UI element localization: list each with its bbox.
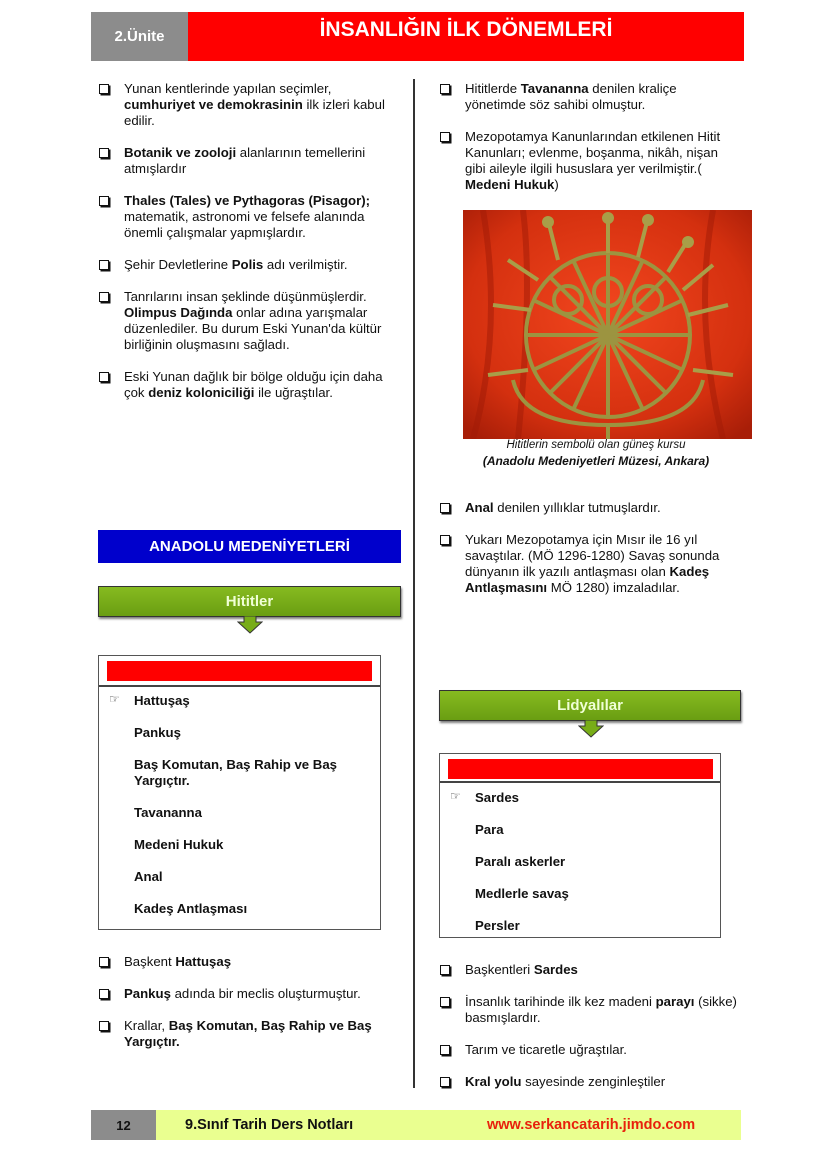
bullet-item: Yukarı Mezopotamya için Mısır ile 16 yıl savaştılar. (MÖ 1296-1280) Savaş sonunda dünyanın ilk yazılı antlaşması olan Kadeş Antlaşmasını MÖ 1280) imzaladılar. — [440, 532, 740, 596]
answer-item: Para — [475, 822, 504, 837]
bullet-item: Tarım ve ticaretle uğraştılar. — [440, 1042, 740, 1058]
checkbox-square-icon — [440, 503, 450, 513]
checkbox-square-icon — [99, 148, 109, 158]
answer-item: Medlerle savaş — [475, 886, 569, 901]
bullet-item: İnsanlık tarihinde ilk kez madeni parayı (sikke) basmışlardır. — [440, 994, 740, 1026]
answer-item: Sardes — [475, 790, 519, 805]
checkbox-square-icon — [440, 535, 450, 545]
bullet-item: Hititlerde Tavananna denilen kraliçe yönetimde söz sahibi olmuştur. — [440, 81, 740, 113]
checkbox-square-icon — [440, 997, 450, 1007]
bullet-item: Pankuş adında bir meclis oluşturmuştur. — [99, 986, 399, 1002]
bullet-item: Krallar, Baş Komutan, Baş Rahip ve Baş Yargıçtır. — [99, 1018, 399, 1050]
answer-item: Paralı askerler — [475, 854, 566, 869]
answer-box-separator — [99, 685, 380, 687]
bullet-item: Anal denilen yıllıklar tutmuşlardır. — [440, 500, 740, 516]
bullet-item: Yunan kentlerinde yapılan seçimler, cumhuriyet ve demokrasinin ilk izleri kabul edilir. — [99, 81, 399, 129]
answer-box-separator — [440, 781, 720, 783]
bullet-item: Kral yolu sayesinde zenginleştiler — [440, 1074, 740, 1090]
section-banner-anatolian-civilizations: ANADOLU MEDENİYETLERİ — [98, 530, 401, 563]
answer-item: Tavananna — [134, 805, 202, 820]
bullet-item: Eski Yunan dağlık bir bölge olduğu için daha çok deniz koloniciliği ile uğraştılar. — [99, 369, 399, 401]
checkbox-square-icon — [440, 1045, 450, 1055]
page-number: 12 — [91, 1110, 156, 1140]
bullet-item: Başkentleri Sardes — [440, 962, 740, 978]
image-caption-line2: (Anadolu Medeniyetleri Müzesi, Ankara) — [482, 454, 710, 468]
answer-item: Baş Komutan, Baş Rahip ve Baş Yargıçtır. — [134, 757, 338, 788]
pointing-hand-icon: ☞ — [450, 789, 461, 803]
footer-title: 9.Sınıf Tarih Ders Notları — [185, 1117, 354, 1133]
checkbox-square-icon — [99, 372, 109, 382]
unit-label: 2.Ünite — [91, 12, 188, 61]
answer-item: Anal — [134, 869, 163, 884]
bullet-item: Mezopotamya Kanunlarından etkilenen Hitit Kanunları; evlenme, boşanma, nikâh, nişan gibi aileyle ilgili hususlara yer verilmiştir.( Medeni Hukuk) — [440, 129, 740, 193]
checkbox-square-icon — [440, 84, 450, 94]
down-arrow-icon — [237, 616, 263, 634]
image-caption-line1: Hititlerin sembolü olan güneş kursu — [506, 439, 686, 451]
page-title: İNSANLIĞIN İLK DÖNEMLERİ — [188, 12, 744, 61]
sun-disk-image — [463, 210, 752, 439]
checkbox-square-icon — [440, 132, 450, 142]
checkbox-square-icon — [99, 989, 109, 999]
checkbox-square-icon — [99, 196, 109, 206]
bullet-item: Botanik ve zooloji alanlarının temellerini atmışlardır — [99, 145, 399, 177]
answer-item: Pankuş — [134, 725, 181, 740]
checkbox-square-icon — [440, 1077, 450, 1087]
lydians-answer-box — [439, 753, 721, 938]
column-divider — [413, 79, 415, 1088]
checkbox-square-icon — [99, 957, 109, 967]
answer-item: Kadeş Antlaşması — [134, 901, 248, 916]
lydians-banner: Lidyalılar — [439, 690, 741, 721]
checkbox-square-icon — [99, 292, 109, 302]
answer-item: Hattuşaş — [134, 693, 190, 708]
answer-key-redbar — [107, 661, 372, 681]
checkbox-square-icon — [440, 965, 450, 975]
answer-key-redbar — [448, 759, 713, 779]
bullet-item: Başkent Hattuşaş — [99, 954, 399, 970]
answer-item: Persler — [475, 918, 520, 933]
pointing-hand-icon: ☞ — [109, 692, 120, 706]
down-arrow-icon — [578, 720, 604, 738]
bullet-item: Tanrılarını insan şeklinde düşünmüşlerdir. Olimpus Dağında onlar adına yarışmalar düzenlediler. Bu durum Eski Yunan'da kültür birliğinin oluşmasını sağladı. — [99, 289, 399, 353]
checkbox-square-icon — [99, 260, 109, 270]
checkbox-square-icon — [99, 1021, 109, 1031]
hittites-banner: Hititler — [98, 586, 401, 617]
bullet-item: Şehir Devletlerine Polis adı verilmiştir. — [99, 257, 399, 273]
footer-url-link[interactable]: www.serkancatarih.jimdo.com — [487, 1117, 696, 1133]
bullet-item: Thales (Tales) ve Pythagoras (Pisagor); matematik, astronomi ve felsefe alanında önemli çalışmalar yapmışlardır. — [99, 193, 399, 241]
answer-item: Medeni Hukuk — [134, 837, 224, 852]
checkbox-square-icon — [99, 84, 109, 94]
